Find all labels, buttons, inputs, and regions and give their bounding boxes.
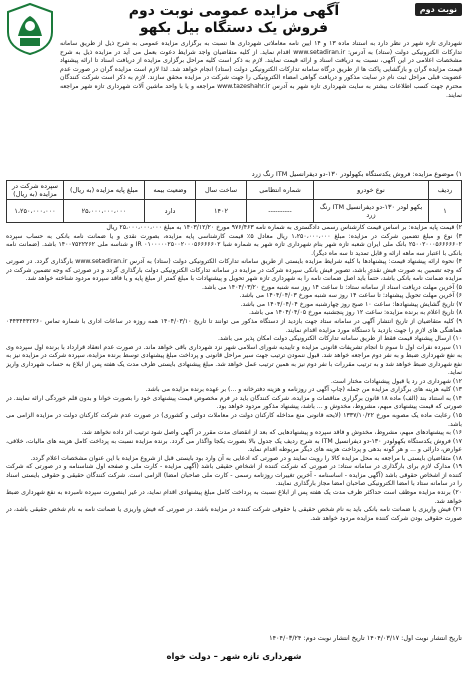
cell-row-number: ۱ xyxy=(429,200,462,223)
header-deposit: سپرده شرکت در مزایده (به ریال) xyxy=(7,181,64,200)
condition-item: ۱۵) رعایت ماده یک مصوبه مورخ ۱۳۳۷/۱۰/۲۲ (لایحه قانونی منع مداخله کارکنان دولت در معاملات دولتی و کشوری) در صورت عدم شرکت کارکنان دولت در مزایده الزامی می باشد. xyxy=(6,412,462,428)
cell-year: ۱۴۰۲ xyxy=(196,200,247,223)
condition-item: ۱۷) فروش یکدستگاه بکهولودر ۱۳۰-دو دیفرانسیل ITM به شرح ردیف یک جدول بالا بصورت یکجا واگذار می گردد. برنده مزایده نسبت به پرداخت کامل هزینه های مالیات، خلافی، عوارض، دارائی و ... و هر گونه بدهی و پرداخت هزینه های دیگر مربوطه اقدام نماید. xyxy=(6,437,462,454)
condition-item: ۱۲) شهرداری در رد یا قبول پیشنهادات مختار است. xyxy=(330,377,462,385)
notice-footer xyxy=(6,634,462,662)
intro-paragraph: شهرداری تازه شهر در نظر دارد به استناد ماده ۱۳ و ۱۴ آیین نامه معاملاتی شهرداری ها نسبت به برگزاری مزایده عمومی به شرح ذیل از طریق سامانه تدارکات الکترونیکی دولت (ستاد) به آدرس: www.setadiran.ir اقدام نماید. از کلیه متقاضیان واجد شرایط دعوت بعمل می آید در مزایده ذیل به شرح مشخصات اعلامی در این آگهی، نسبت به دریافت اسناد و ارائه قیمت نمایند. لازم به ذکر است کلیه مراحل برگزاری مزایده از دریافت اسناد تا ارائه پیشنهاد قیمت مزایده گران و بازگشایی پاکت ها از طریق درگاه سامانه تدارکات الکترونیکی دولت (ستاد) انجام خواهد شد. لذا لازم است مزایده گران در صورت عدم عضویت قبلی مراحل ثبت نام در سایت مذکور و دریافت گواهی امضاء الکترونیکی را جهت شرکت در مزایده محقق سازند. لازم به ذکر است شرکت کنندگان محترم جهت کسب اطلاعات بیشتر به سایت شهرداری تازه شهر به آدرس www.tazeshahr.ir مراجعه و یا با واحد ماشین آلات شهرداری تازه شهر مراجعه نمایند. xyxy=(60,40,462,99)
cell-insurance: دارد xyxy=(145,200,196,223)
header-plate-number: شماره انتظامی xyxy=(247,181,314,200)
condition-item: ۱۶) به پیشنهادهای مبهم، مشروط، مخدوش و فاقد سپرده و پیشنهادهایی که بعد از انقضای مدت مقرر در آگهی واصل شود ترتیب اثر داده نخواهد شد. xyxy=(81,429,462,437)
condition-item: ۲۱) فیش واریزی یا ضمانت نامه بانکی باید به نام شخص حقیقی یا حقوقی شرکت کننده در مزایده باشد. در صورتی که فیش واریزی یا ضمانت نامه به نام شخص حقیقی باشد، در صورت حقوقی بودن شرکت کننده مزایده مردود خواهد شد. xyxy=(6,506,462,522)
condition-item: ۹) کلیه متقاضیان از تاریخ انتشار آگهی در سامانه ستاد جهت بازدید از دستگاه مذکور می توانند تا تاریخ ۱۴۰۴/۰۳/۱۰ همه روزه در ساعات اداری با شماره تماس ۰۴۴۳۴۴۳۲۲۶۰ هماهنگی های لازم را جهت بازدید با دستگاه مورد مزایده اقدام نمایند. xyxy=(6,318,462,334)
conditions-list xyxy=(6,224,462,642)
condition-item: ۶) آخرین مهلت تحویل پیشنهاد: تا ساعت ۱۴ روز سه شنبه مورخ ۱۴۰۴/۰۴/۰۳ می باشد. xyxy=(239,292,462,300)
condition-item: ۱۰) ارسال پیشنهاد قیمت فقط از طریق سامانه تدارکات الکترونیکی دولت امکان پذیر می باشد. xyxy=(218,335,462,343)
table-row xyxy=(7,200,462,223)
auction-subject: ۱) موضوع مزایده: فروش یکدستگاه بکهولودر ۱۳۰-دو دیفرانسیل ITM رنگ زرد xyxy=(251,170,462,178)
table-header-row xyxy=(7,181,462,200)
condition-item: ۲۰) برنده مزایده موظف است حداکثر ظرف مدت یک هفته پس از ابلاغ نسبت به پرداخت کامل مبلغ پیشنهادی اقدام نماید، در غیر اینصورت سپرده نامبرده به نفع شهرداری ضبط خواهد شد. xyxy=(6,488,462,505)
condition-item: ۵) آخرین مهلت دریافت اسناد از سامانه ستاد: تا ساعت ۱۴ روز سه شنبه مورخ ۱۴۰۴/۰۳/۲۰ می باشد. xyxy=(202,283,462,291)
condition-item: ۱۱) سپرده نفرات اول تا سوم تا انجام تشریفات قانونی مزایده و تاییدیه شورای اسلامی شهر نزد شهرداری باقی خواهد ماند. در صورت عدم انعقاد قرارداد با برنده اول سپرده وی به نفع شهرداری ضبط و به نفر دوم مراجعه خواهد شد. قبول ننمودن ترتیب جهت سیر مراحل قانونی و پرداخت مبلغ پیشنهادی توسط برنده مزایده، سپرده شرکت در مزایده نیز به نفع شهرداری ضبط خواهد شد و به ترتیب مقررات با نفر دوم نیز به همین ترتیب عمل خواهد شد. مبلغ پیشنهادی بایستی ظرف مدت یک هفته پس از ابلاغ به حساب شهرداری واریز نماید. xyxy=(6,343,462,377)
condition-item: ۱۴) به استناد بند (الف) ماده ۱۸ قانون برگزاری مناقصات و مزایده، شرکت کنندگان باید در فرم مخصوص قیمت پیشنهادی خود را بصورت خوانا و بدون قلم خوردگی ارائه نمایند. در صورتی که قیمت پیشنهادی مبهم، مشروط، مخدوش و ... باشد، پیشنهاد مذکور مردود خواهد بود. xyxy=(6,394,462,411)
condition-item: ۲) قیمت پایه مزایده: بر اساس قیمت کارشناس رسمی دادگستری به شماره نامه ۹۷۶/۴۶۳ مورخ ۱۴۰۳/۱۲/۲۰ به مبلغ ۲۵،۰۰۰،۰۰۰،۰۰۰ ریال xyxy=(106,224,462,231)
header-base-price: مبلغ پایه مزایده (به ریال) xyxy=(64,181,145,200)
condition-item: ۳) نوع و مبلغ تضمین شرکت در مزایده: مبلغ ۱،۲۵۰،۰۰۰،۰۰۰ ریال معادل ۵٪ قیمت کارشناسی پایه مزایده، بصورت نقدی و یا ضمانت نامه بانکی به حساب سپرده ۲۵۰۰۲۰۰۰۵۶۶۶۶۶۰۲ بانک ملی ایران شعبه تازه شهر بنام شهرداری تازه شهر به شماره شبا IR ۰۱۰۰۰۰۰۲۵۰۰۲۰۰۰۵۶۶۶۶۶۰۲ و شناسه ملی ۱۴۰۰۷۵۲۲۲۶۲ باشد. (ضمانت نامه بانکی با اعتبار سه ماهه ارائه و قابل تمدید تا سه ماه دیگر). xyxy=(6,232,462,257)
header-insurance: وضعیت بیمه xyxy=(145,181,196,200)
issue-badge: نوبت دوم xyxy=(415,3,462,16)
cell-vehicle-type: بکهو لودر ۱۳۰-دو دیفرانسیل ITM رنگ زرد xyxy=(314,200,429,223)
condition-item: ۱۳) کلیه هزینه های برگزاری مزایده من جمله (چاپ آگهی در روزنامه و هزینه دفترخانه و ...) بر عهده برنده مزایده می باشد. xyxy=(145,386,462,394)
condition-item: ۱۹) مدارک لازم برای بارگذاری در سامانه ستاد: در صورتی که شرکت کننده از اشخاص حقیقی باشد (آگهی مزایده - کارت ملی و صفحه اول شناسنامه و در صورتی که شرکت کننده از اشخاص حقوقی باشد (آگهی مزایده - اساسنامه - آخرین تغییرات روزنامه رسمی - کارت ملی صاحبان امضا) الزامی است. شرکت کنندگان حقیقی و حقوقی بایستی اسناد را در سامانه ستاد با امضا الکترونیکی صاحبان امضا مجاز بارگذاری نمایند. xyxy=(6,463,462,488)
publication-dates: تاریخ انتشار نوبت اول: ۱۴۰۴/۰۳/۱۷ تاریخ انتشار نوبت دوم: ۱۴۰۴/۰۳/۲۴ xyxy=(269,634,462,642)
condition-item: ۱۸) متقاضیان بایستی با مراجعه به محل مزایده کالا را رویت نمایند و در صورتی که ادعایی به آن وارد بود بایستی قبل از شروع مزایده با این عنوان مشخصات اعلام گردد. xyxy=(30,454,462,462)
condition-item: ۴) نحوه ارائه پیشنهاد قیمت: پیشنهادها با کلیه شرایط مزایده بایستی از طریق سامانه تدارکات الکترونیکی دولت (ستاد) به آدرس www.setadiran.ir بارگذاری گردد. در صورتی که وجه تضمین به صورت فیش نقدی باشد، تصویر فیش بانکی سپرده شرکت در مزایده در سامانه تدارکات الکترونیکی دولت بارگذاری گردد و در صورتی که وجه تضمین شرکت در مزایده ضمانت نامه بانکی باشد، حتماً باید اصل ضمانت نامه را به شهرداری تازه شهر تحویل و پیشنهادات با مبلغ کمتر از مبلغ پایه و یا فاقد سپرده مردود شناخته خواهد شد. xyxy=(6,258,462,283)
notice-title: آگهی مزایده عمومی نوبت دوم xyxy=(128,3,340,19)
header-vehicle-type: نوع خودرو xyxy=(314,181,429,200)
signature: شهرداری تازه شهر – دولت خواه xyxy=(166,652,302,662)
condition-item: ۷) تاریخ گشایش پیشنهادها: ساعت ۱۰ صبح روز چهارشنبه مورخ ۱۴۰۴/۰۴/۰۴ می باشد. xyxy=(240,300,462,308)
condition-item: ۸) تاریخ اعلام به برنده مزایده: ساعت ۱۲ روز پنجشنبه مورخ ۱۴۰۴/۰۴/۰۵ می باشد. xyxy=(248,309,462,317)
cell-deposit: ۱،۲۵۰،۰۰۰،۰۰۰ xyxy=(7,200,64,223)
cell-plate-number: ---------- xyxy=(247,200,314,223)
cell-base-price: ۲۵،۰۰۰،۰۰۰،۰۰۰ xyxy=(64,200,145,223)
header-row-number: ردیف xyxy=(429,181,462,200)
municipality-logo-icon xyxy=(4,2,56,56)
notice-subtitle: فروش یک دستگاه بیل بکهو xyxy=(139,20,329,36)
auction-items-table xyxy=(6,180,462,223)
header-year: ساخت سال xyxy=(196,181,247,200)
